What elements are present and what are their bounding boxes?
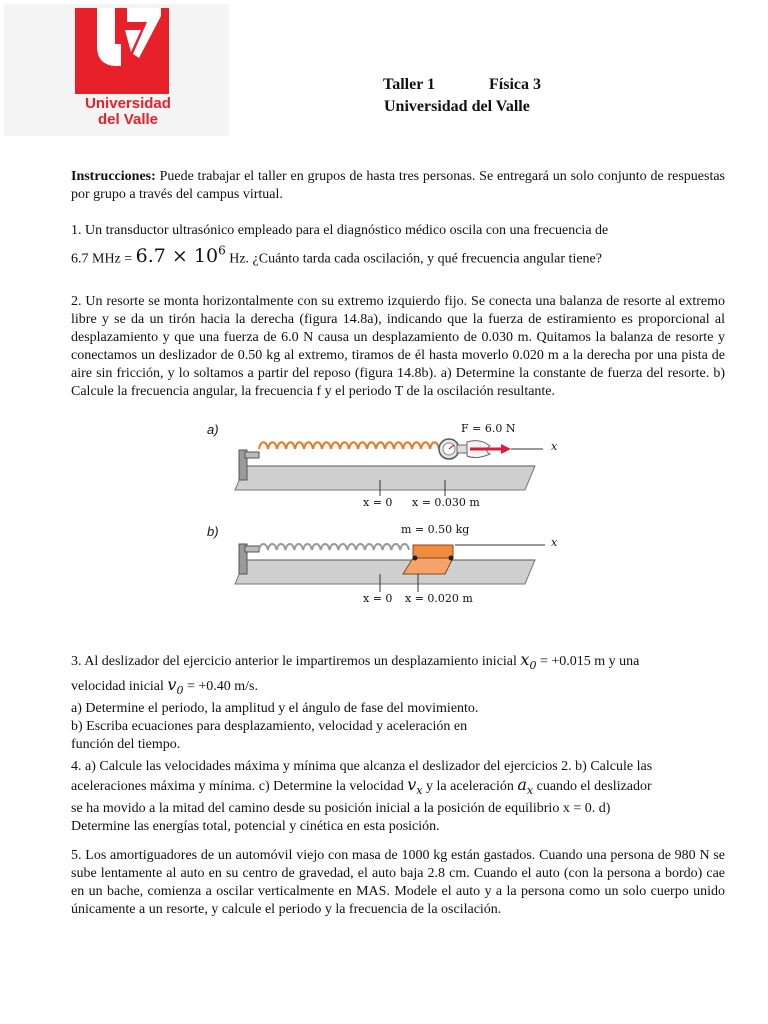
q3-line1-b: = +0.015 m y una	[539, 654, 640, 669]
q3-line3: a) Determine el periodo, la amplitud y el ángulo de fase del movimiento.	[71, 701, 479, 717]
figure-b-x0-label: x = 0	[363, 592, 393, 605]
q3-v0: v	[167, 675, 177, 695]
q1-line1: 1. Un transductor ultrasónico empleado para el diagnóstico médico oscila con una frecuencia de	[71, 223, 609, 238]
q3-x0: x	[520, 650, 530, 669]
q1-suffix: Hz. ¿Cuánto tarda cada oscilación, y qué frecuencia angular tiene?	[229, 251, 602, 267]
q4-vx: v	[407, 775, 417, 794]
q1-prefix: 6.7 MHz =	[71, 251, 133, 267]
figure-b-drawing	[205, 520, 565, 612]
q4-ax-symbol	[517, 775, 534, 798]
course-title: Física 3	[489, 76, 541, 93]
q4-line2-c: cuando el deslizador	[536, 779, 652, 794]
question-5: 5. Los amortiguadores de un automóvil viejo con masa de 1000 kg están gastados. Cuando una persona de 980 N se sube lentamente al auto en su centro de gravedad, el auto baja 2.8 cm. Cuando el auto (con la persona a bordo) cae en un bache, comienza a oscilar verticalmente en MAS. Modele el auto y a la persona como un solo cuerpo unido únicamente a un resorte, y calcule el periodo y la frecuencia de la oscilación.	[71, 848, 725, 917]
figure-a-drawing	[205, 416, 565, 516]
document-header	[383, 74, 541, 118]
q1-formula	[136, 245, 226, 267]
q4-ax: a	[517, 775, 527, 794]
q3-v0-symbol	[167, 675, 184, 698]
question-2: 2. Un resorte se monta horizontalmente con su extremo izquierdo fijo. Se conecta una balanza de resorte al extremo libre y se da un tirón hacia la derecha (figura 14.8a), indicando que la fuerza de estiramiento es proporcional al desplazamiento y que una fuerza de 6.0 N causa un desplazamiento de 0.030 m. Quitamos la balanza de resorte y conectamos un deslizador de 0.50 kg al extremo, tiramos de él hasta moverlo 0.020 m a la derecha por una pista de aire sin fricción, y lo soltamos a partir del reposo (figura 14.8b). a) Determine la constante de fuerza del resorte. b) Calcule la frecuencia angular, la frecuencia f y el periodo T de la oscilación resultante.	[71, 294, 725, 399]
q3-line4: b) Escriba ecuaciones para desplazamiento, velocidad y aceleración en	[71, 719, 468, 735]
q3-line5: función del tiempo.	[71, 737, 181, 753]
figure-b-axis-label: x	[551, 536, 558, 549]
figure-b-x1-label: x = 0.020 m	[405, 592, 473, 605]
question-3	[71, 650, 725, 754]
figure-a-label: a)	[207, 422, 219, 437]
q3-x0-symbol	[520, 650, 537, 673]
question-1	[71, 222, 725, 270]
figure-a-axis-label: x	[551, 440, 558, 453]
q3-line2-b: = +0.40 m/s.	[186, 679, 258, 695]
logo-name	[78, 96, 178, 128]
logo-emblem-icon	[75, 8, 169, 94]
q4-vx-sub: x	[416, 784, 423, 798]
q4-line1: 4. a) Calcule las velocidades máxima y mínima que alcanza el deslizador del ejercicios 2. b) Calcule las	[71, 759, 653, 774]
figure-b-label: b)	[207, 524, 219, 539]
q4-line2-a: aceleraciones máxima y mínima. c) Determine la velocidad	[71, 779, 404, 794]
figure-a-x0-label: x = 0	[363, 496, 393, 509]
instructions-paragraph	[71, 168, 725, 204]
q1-formula-base: 6.7 × 10	[135, 245, 219, 268]
q3-line1-a: 3. Al deslizador del ejercicio anterior le impartiremos un desplazamiento inicial	[71, 654, 517, 669]
question-4	[71, 758, 725, 836]
logo-name-line2: del Valle	[97, 111, 159, 128]
figure-b	[205, 520, 565, 612]
q1-formula-exp: 6	[218, 244, 226, 258]
q4-ax-sub: x	[526, 784, 534, 798]
taller-title: Taller 1	[383, 76, 436, 93]
university-logo	[4, 4, 229, 136]
university-title: Universidad del Valle	[384, 98, 530, 115]
q4-vx-symbol	[407, 775, 423, 798]
figure-a	[205, 416, 565, 516]
instructions-label: Instrucciones:	[71, 169, 156, 184]
logo-name-line1: Universidad	[85, 95, 171, 112]
force-label: F = 6.0 N	[461, 422, 516, 435]
q3-v0-sub: 0	[176, 684, 184, 698]
q4-line2-b: y la aceleración	[426, 779, 514, 794]
instructions-text: Puede trabajar el taller en grupos de hasta tres personas. Se entregará un solo conjunto de respuestas por grupo a través del campus virtual.	[71, 169, 725, 202]
q3-line2-a: velocidad inicial	[71, 679, 164, 695]
q4-line4: Determine las energías total, potencial y cinética en esta posición.	[71, 819, 440, 835]
figure-a-x1-label: x = 0.030 m	[412, 496, 480, 509]
q3-x0-sub: 0	[529, 659, 537, 673]
glider-mass-label: m = 0.50 kg	[401, 523, 470, 536]
q4-line3: se ha movido a la mitad del camino desde su posición inicial a la posición de equilibrio x = 0. d)	[71, 801, 611, 817]
